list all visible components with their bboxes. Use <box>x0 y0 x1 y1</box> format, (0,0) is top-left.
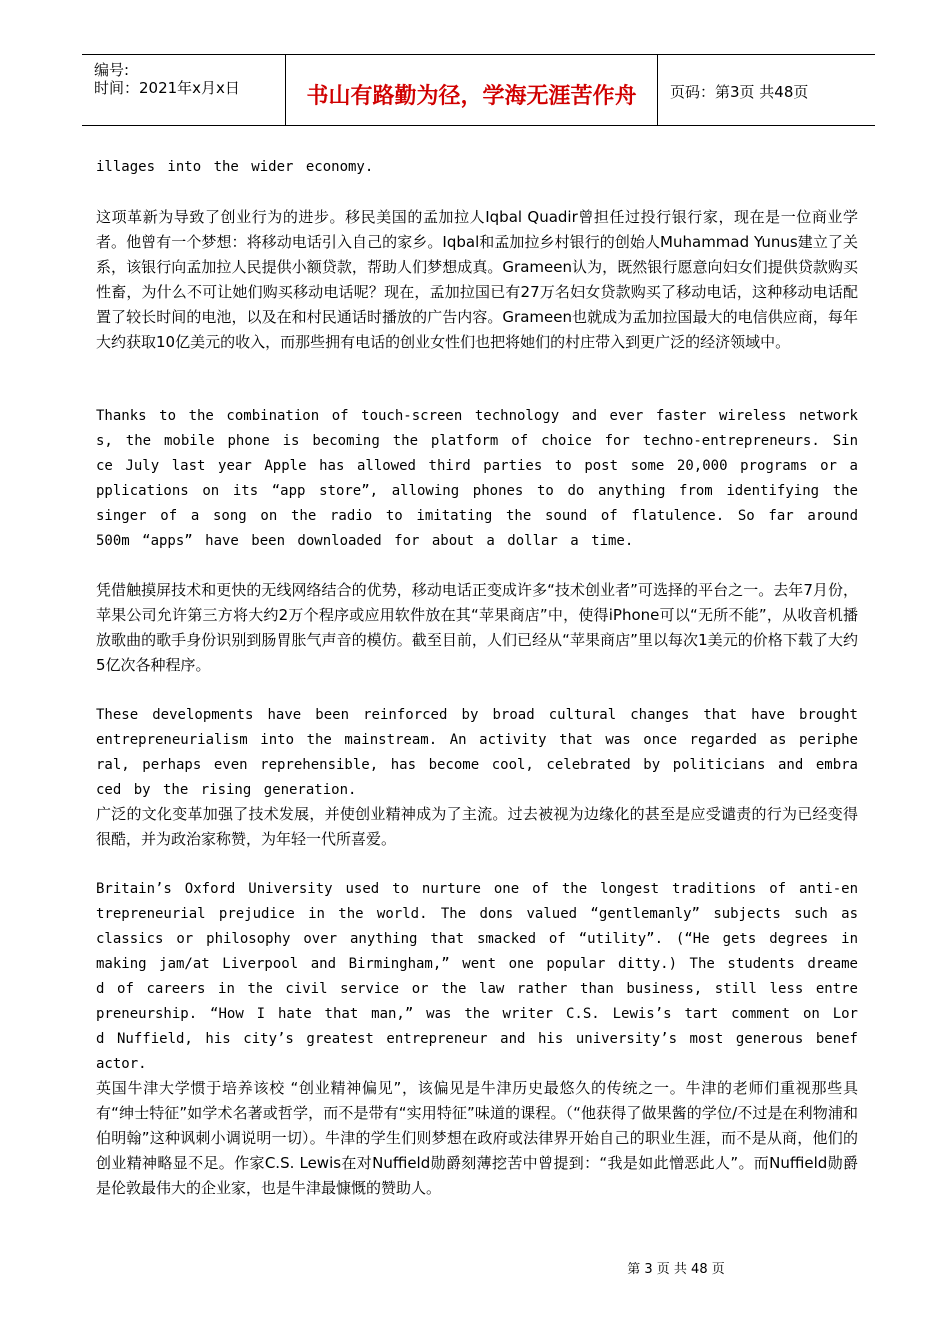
header-page-info: 页码：第3页 共48页 <box>670 83 809 101</box>
document-number-label: 编号: <box>94 61 130 79</box>
paragraph-zh-4: 英国牛津大学惯于培养该校 “创业精神偏见”，该偏见是牛津历史最悠久的传统之一。牛津的老师们重视那些具有“绅士特征”如学术名著或哲学，而不是带有“实用特征”味道的课程。（“他获得了做果酱的学位/不过是在利物浦和伯明翰”这种讽刺小调说明一切）。牛津的学生们则梦想在政府或法律界开始自己的职业生涯，而不是从商，他们的创业精神略显不足。作家C.S. Lewis在对Nuffield勋爵刻薄挖苦中曾提到：“我是如此憎恶此人”。而Nuffield勋爵是伦敦最伟大的企业家，也是牛津最慷慨的赞助人。 <box>96 1079 858 1197</box>
paragraph-en-1: illages into the wider economy. <box>96 159 374 175</box>
footer-page-number: 第 3 页 共 48 页 <box>627 1262 725 1277</box>
paragraph-en-4: Britain’s Oxford University used to nurture one of the longest traditions of anti-entrepreneurial prejudice in the world. The dons valued “gentlemanly” subjects such as classics or philosophy over anything that smacked of “utility”. (“He gets degrees in making jam/at Liverpool and Birmingham,” went one popular ditty.) The students dreamed of careers in the civil service or the law rather than business, still less entrepreneurship. “How I hate that man,” was the writer C.S. Lewis’s tart comment on Lord Nuffield, his city’s greatest entrepreneur and his university’s most generous benefactor. <box>96 881 858 1072</box>
paragraph-zh-2: 凭借触摸屏技术和更快的无线网络结合的优势，移动电话正变成许多“技术创业者”可选择的平台之一。去年7月份，苹果公司允许第三方将大约2万个程序或应用软件放在其“苹果商店”中，使得iPhone可以“无所不能”，从收音机播放歌曲的歌手身份识别到肠胃胀气声音的模仿。截至目前，人们已经从“苹果商店”里以每次1美元的价格下载了大约5亿次各种程序。 <box>96 581 858 674</box>
paragraph-zh-3: 广泛的文化变革加强了技术发展，并使创业精神成为了主流。过去被视为边缘化的甚至是应受谴责的行为已经变得很酷，并为政治家称赞，为年轻一代所喜爱。 <box>96 805 858 848</box>
document-date-label: 时间：2021年x月x日 <box>94 79 240 97</box>
header-motto: 书山有路勤为径，学海无涯苦作舟 <box>306 84 637 109</box>
paragraph-en-3: These developments have been reinforced by broad cultural changes that have brought entrepreneurialism into the mainstream. An activity that was once regarded as peripheral, perhaps even reprehensible, has become cool, celebrated by politicians and embraced by the rising generation. <box>96 707 858 798</box>
page-footer <box>0 1258 950 1277</box>
header-left-cell <box>82 55 286 125</box>
paragraph-zh-1: 这项革新为导致了创业行为的进步。移民美国的孟加拉人Iqbal Quadir曾担任过投行银行家，现在是一位商业学者。他曾有一个梦想：将移动电话引入自己的家乡。Iqbal和孟加拉乡村银行的创始人Muhammad Yunus建立了关系，该银行向孟加拉人民提供小额贷款，帮助人们梦想成真。Grameen认为，既然银行愿意向妇女们提供贷款购买性畜，为什么不可让她们购买移动电话呢？现在，孟加拉国已有27万名妇女贷款购买了移动电话，这种移动电话配置了较长时间的电池，以及在和村民通话时播放的广告内容。Grameen也就成为孟加拉国最大的电信供应商，每年大约获取10亿美元的收入，而那些拥有电话的创业女性们也把将她们的村庄带入到更广泛的经济领域中。 <box>96 208 858 351</box>
header-right-cell <box>658 55 875 125</box>
header-middle-cell <box>286 55 658 125</box>
page-header <box>82 54 875 126</box>
paragraph-en-2: Thanks to the combination of touch-screen technology and ever faster wireless networks, the mobile phone is becoming the platform of choice for techno-entrepreneurs. Since July last year Apple has allowed third parties to post some 20,000 programs or applications on its “app store”, allowing phones to do anything from identifying the singer of a song on the radio to imitating the sound of flatulence. So far around 500m “apps” have been downloaded for about a dollar a time. <box>96 408 858 549</box>
